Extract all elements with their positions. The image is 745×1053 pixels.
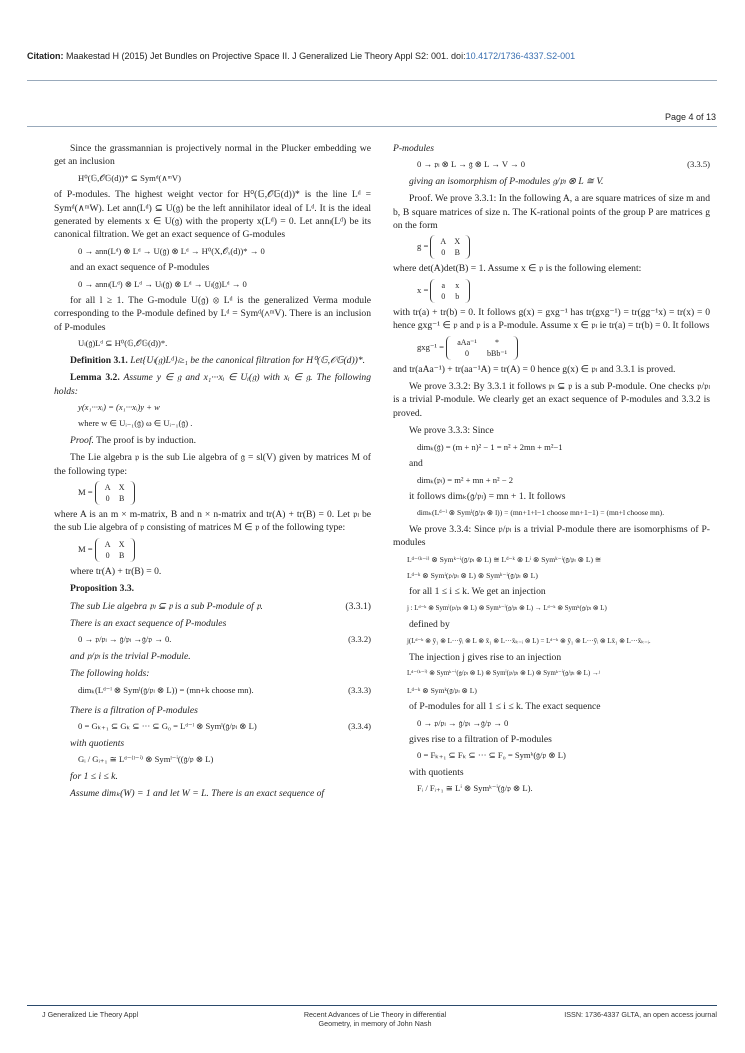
paragraph: giving an isomorphism of P-modules 𝔤/𝔭ₗ ⊗ L ≅ V. <box>409 175 604 187</box>
matrix-cell: B <box>118 493 125 503</box>
paragraph: Since the grassmannian is projectively normal in the Plucker embedding we get an inclusion <box>54 143 371 168</box>
matrix <box>95 538 135 562</box>
matrix-lhs: g = <box>417 241 429 252</box>
matrix-cell: A <box>104 539 111 549</box>
statement: with quotients <box>70 737 125 749</box>
paragraph: We prove 3.3.3: Since <box>409 425 494 437</box>
matrix-cell: X <box>118 539 125 549</box>
equation-number: (3.3.5) <box>687 159 710 170</box>
formula: j : Lᵈ⁻ᵏ ⊗ Symⁱ(𝔭/𝔭ₗ ⊗ L) ⊗ Symᵏ⁻ⁱ(𝔤/𝔭ₗ ⊗ L) → Lᵈ⁻ᵏ ⊗ Symᵏ(𝔤/𝔭ₗ ⊗ L) <box>407 604 607 612</box>
paragraph: and an exact sequence of P-modules <box>70 262 210 274</box>
formula: 0 → 𝔭/𝔭ₗ → 𝔤/𝔭ₗ →𝔤/𝔭 → 0 <box>417 717 509 728</box>
formula: Lᵈ⁻⁽ᵏ⁻ⁱ⁾ ⊗ Symᵏ⁻ⁱ(𝔤/𝔭ₗ ⊗ L) ≅ Lᵈ⁻ᵏ ⊗ Lⁱ ⊗ Symᵏ⁻ⁱ(𝔤/𝔭ₗ ⊗ L) ≅ <box>407 554 602 564</box>
matrix-display <box>393 279 710 303</box>
matrix-lhs: gxg⁻¹ = <box>417 341 444 352</box>
paragraph: and tr(aAa⁻¹) + tr(aa⁻¹A) = tr(A) = 0 hence g(x) ∈ 𝔭ₗ and 3.3.1 is proved. <box>393 363 676 375</box>
formula: 0 → annₗ(Lᵈ) ⊗ Lᵈ → Uₗ(𝔤) ⊗ Lᵈ → Uₗ(𝔤)Lᵈ → 0 <box>78 278 247 289</box>
formula: Gᵢ / Gᵢ₊₁ ≅ Lᵈ⁻⁽ˡ⁻ⁱ⁾ ⊗ Symˡ⁻ⁱ((𝔤/𝔭 ⊗ L) <box>78 754 214 765</box>
statement: for 1 ≤ i ≤ k. <box>70 770 118 782</box>
paragraph: where A is an m × m-matrix, B and n × n-matrix and tr(A) + tr(B) = 0. Let 𝔭ₗ be the sub Lie algebra of 𝔭 consisting of matrices M ∈ 𝔭 of the following type: <box>54 508 371 534</box>
matrix <box>430 235 470 259</box>
doi-link[interactable]: 10.4172/1736-4337.S2-001 <box>465 51 576 61</box>
proof <box>54 434 371 447</box>
paragraph: of P-modules. The highest weight vector for H⁰(𝔾,𝒪𝔾(d))* is the line Lᵈ = Symᵈ(∧ᵐW). Let ann(Lᵈ) ⊆ U(𝔤) be the left annihilator ideal of Lᵈ. It is the ideal generated by elements x ∈ U(𝔤) with the property x(Lᵈ) = 0. Let annₗ(Lᵈ) be its canonical filtration. We get an exact sequence of G-modules <box>54 189 371 241</box>
matrix-display <box>393 235 710 259</box>
page-number: Page 4 of 13 <box>664 112 716 122</box>
paragraph: of P-modules for all 1 ≤ i ≤ k. The exact sequence <box>409 701 601 713</box>
matrix-cell: 0 <box>441 248 446 258</box>
matrix-display <box>54 481 371 505</box>
definition-text: Let{Uₗ(𝔤)Lᵈ}ₗ≥₁ be the canonical filtration for H⁰(𝔾,𝒪𝔾(d))*. <box>127 354 366 366</box>
paragraph: gives rise to a filtration of P-modules <box>409 734 552 745</box>
footer-divider <box>27 1005 717 1006</box>
matrix-cell: a <box>441 280 446 290</box>
proposition-label: Proposition 3.3. <box>70 583 135 595</box>
paragraph: where det(A)det(B) = 1. Assume x ∈ 𝔭 is the following element: <box>393 263 642 275</box>
paragraph: The injection j gives rise to an injection <box>409 651 562 663</box>
matrix-cell: A <box>104 482 111 492</box>
formula: Fᵢ / Fᵢ₊₁ ≅ Lⁱ ⊗ Symᵏ⁻ⁱ(𝔤/𝔭 ⊗ L). <box>417 783 533 794</box>
paragraph: with quotients <box>409 766 464 778</box>
equation-number: (3.3.3) <box>348 684 371 695</box>
matrix-cell: * <box>495 337 499 347</box>
lemma-text: Assume y ∈ 𝔤 and x₁···xᵢ ∈ Uᵢ(𝔤) with xᵢ ∈ 𝔤. The following holds: <box>54 372 371 397</box>
left-column <box>54 142 371 800</box>
equation-number: (3.3.1) <box>345 600 371 612</box>
paragraph: P-modules <box>393 143 435 154</box>
matrix-cell: 0 <box>105 493 110 503</box>
formula: Lᵈ⁻⁽ᵏ⁻ⁱ⁾ ⊗ Symᵏ⁻ⁱ(𝔤/𝔭ₗ ⊗ L) ⊗ Symⁱ(𝔭/𝔭ₗ ⊗ L) ⊗ Symᵏ⁻ⁱ(𝔤/𝔭ₗ ⊗ L) →ʲ <box>407 670 600 678</box>
formula-text: 0 → 𝔭ₗ ⊗ L → 𝔤 ⊗ L → V → 0 <box>417 159 526 170</box>
footer-issue: Recent Advances of Lie Theory in differential Geometry, in memory of John Nash <box>303 1010 447 1028</box>
matrix-cell: 0 <box>465 348 469 358</box>
proposition-item <box>54 600 371 613</box>
matrix-cell: A <box>440 237 447 247</box>
paragraph: The Lie algebra 𝔭 is the sub Lie algebra of 𝔤 = sl(V) given by matrices M of the following type: <box>54 452 371 477</box>
statement: Assume dimₖ(W) = 1 and let W = L. There is an exact sequence of <box>70 788 325 800</box>
matrix <box>430 279 470 303</box>
footer-journal: J Generalized Lie Theory Appl <box>42 1010 139 1019</box>
statement: There is a filtration of P-modules <box>70 705 198 716</box>
matrix-cell: x <box>455 280 460 290</box>
proposition-heading <box>54 582 371 595</box>
formula: where w ∈ Uᵢ₋₁(𝔤) ω ∈ Uᵢ₋₁(𝔤) . <box>78 418 193 429</box>
matrix-cell: B <box>454 248 460 258</box>
formula <box>54 633 371 646</box>
lemma-label: Lemma 3.2. <box>70 372 120 384</box>
matrix <box>95 481 135 505</box>
matrix-cell: b <box>455 291 460 301</box>
footer-issn: ISSN: 1736-4337 GLTA, an open access journal <box>564 1010 717 1019</box>
statement: and 𝔭/𝔭ₗ is the trivial P-module. <box>70 650 191 662</box>
matrix-display <box>54 538 371 562</box>
paragraph: with tr(a) + tr(b) = 0. It follows g(x) = gxg⁻¹ has tr(gxg⁻¹) = tr(gg⁻¹x) = tr(x) = 0 hence gxg⁻¹ ∈ 𝔭 and 𝔭 is a P-module. Assume x ∈ 𝔭ₗ ie tr(a) = tr(b) = 0. It follows <box>393 306 710 332</box>
formula: dimₖ(𝔤) = (m + n)² − 1 = n² + 2mn + m²−1 <box>417 441 563 452</box>
formula-text: 0 → 𝔭/𝔭ₗ → 𝔤/𝔭ₗ →𝔤/𝔭 → 0. <box>78 634 172 645</box>
matrix-cell: B <box>118 550 125 560</box>
equation-number: (3.3.4) <box>348 721 371 732</box>
matrix <box>446 336 518 360</box>
matrix-cell: X <box>454 237 461 247</box>
statement: The following holds: <box>70 668 150 680</box>
statement: The sub Lie algebra 𝔭ₗ ⊆ 𝔭 is a sub P-module of 𝔭. <box>70 600 263 612</box>
citation-text: Maakestad H (2015) Jet Bundles on Projective Space II. J Generalized Lie Theory Appl S2: 001. doi: <box>63 51 466 61</box>
citation-header <box>27 51 575 61</box>
formula: Uₗ(𝔤)Lᵈ ⊆ H⁰(𝔾,𝒪𝔾(d))*. <box>78 338 168 349</box>
matrix-cell: 0 <box>441 291 446 301</box>
matrix-cell: X <box>118 482 125 492</box>
equation-number: (3.3.2) <box>348 634 371 645</box>
matrix-cell: aAa⁻¹ <box>457 337 477 347</box>
definition-label: Definition 3.1. <box>70 354 128 366</box>
matrix-display <box>393 336 710 360</box>
proof-label: Proof. <box>70 434 94 446</box>
right-column <box>393 142 710 799</box>
definition <box>54 354 371 367</box>
paragraph: and <box>409 458 423 470</box>
formula: Lᵈ⁻ᵏ ⊗ Symⁱ(𝔭/𝔭ₗ ⊗ L) ⊗ Symᵏ⁻ⁱ(𝔤/𝔭ₗ ⊗ L) <box>407 570 538 580</box>
proof-text: The proof is by induction. <box>93 434 197 446</box>
matrix-cell: bBb⁻¹ <box>487 348 507 358</box>
formula: dimₖ(𝔭ₗ) = m² + mn + n² − 2 <box>417 474 514 485</box>
paragraph: We prove 3.3.4: Since 𝔭/𝔭ₗ is a trivial P-module there are isomorphisms of P-modules <box>393 523 710 549</box>
paragraph: We prove 3.3.2: By 3.3.1 it follows 𝔭ₗ ⊆ 𝔭 is a sub P-module. One checks 𝔭/𝔭ₗ is a trivial P-module. We clearly get an exact sequence of P-modules and 3.3.2 is proved. <box>393 381 710 419</box>
statement: There is an exact sequence of P-modules <box>70 617 227 629</box>
formula: j(Lᵈ⁻ᵏ ⊗ ȳ₁ ⊗ L···ȳᵢ ⊗ L ⊗ x̄₁ ⊗ L···x̄ₖ₋ᵢ ⊗ L) = Lᵈ⁻ᵏ ⊗ ȳ₁ ⊗ L···ȳᵢ ⊗ Lx̄₁ ⊗ L···x̄ₖ₋ᵢ. <box>407 637 651 645</box>
formula: H⁰(𝔾,𝒪𝔾(d))* ⊆ Symᵈ(∧ᵐV) <box>78 172 181 183</box>
formula <box>393 158 710 171</box>
matrix-lhs: M = <box>78 486 93 497</box>
page-number-divider <box>27 126 717 127</box>
header-divider <box>27 80 717 81</box>
lemma <box>54 371 371 398</box>
formula-text: dimₖ(Lᵈ⁻ˡ ⊗ Symˡ(𝔤/𝔭ₗ ⊗ L)) = (mn+k choose mn). <box>78 684 254 695</box>
formula <box>54 720 371 733</box>
paragraph: Proof. We prove 3.3.1: In the following A, a are square matrices of size m and b, B square matrices of size n. The K-rational points of the group P are matrices g on the form <box>393 193 710 232</box>
formula: 0 = Fₖ₊₁ ⊆ Fₖ ⊆ ··· ⊆ F₀ = Symᵏ(𝔤/𝔭 ⊗ L) <box>417 750 566 761</box>
matrix-cell: 0 <box>105 550 110 560</box>
paragraph: it follows dimₖ(𝔤/𝔭ₗ) = mn + 1. It follows <box>409 490 566 502</box>
formula: 0 → ann(Lᵈ) ⊗ Lᵈ → U(𝔤) ⊗ Lᵈ → H⁰(X,𝒪ₓ(d))* → 0 <box>78 245 265 256</box>
formula: y(x₁···xᵢ) = (x₁···xᵢ)y + w <box>78 401 160 412</box>
paragraph: for all l ≥ 1. The G-module U(𝔤) ⊗ Lᵈ is the generalized Verma module corresponding to the P-module defined by Lᵈ = Symᵈ(∧ᵐV). There is an inclusion of P-modules <box>54 295 371 333</box>
formula <box>54 684 371 697</box>
formula: dimₖ(Lᵈ⁻ˡ ⊗ Symˡ(𝔤/𝔭ₗ ⊗ l)) = (mn+1+l−1 choose mn+1−1) = (mn+l choose mn). <box>417 508 665 518</box>
paragraph: for all 1 ≤ i ≤ k. We get an injection <box>409 586 546 598</box>
paragraph: defined by <box>409 619 450 631</box>
formula-text: 0 = Gₖ₊₁ ⊆ Gₖ ⊆ ··· ⊆ G₀ = Lᵈ⁻ˡ ⊗ Symˡ(𝔤/𝔭ₗ ⊗ L) <box>78 721 257 732</box>
citation-label: Citation: <box>27 51 64 61</box>
formula: Lᵈ⁻ᵏ ⊗ Symᵏ(𝔤/𝔭ₗ ⊗ L) <box>407 685 477 695</box>
paragraph: where tr(A) + tr(B) = 0. <box>70 565 162 577</box>
matrix-lhs: M = <box>78 543 93 554</box>
matrix-lhs: x = <box>417 284 429 295</box>
